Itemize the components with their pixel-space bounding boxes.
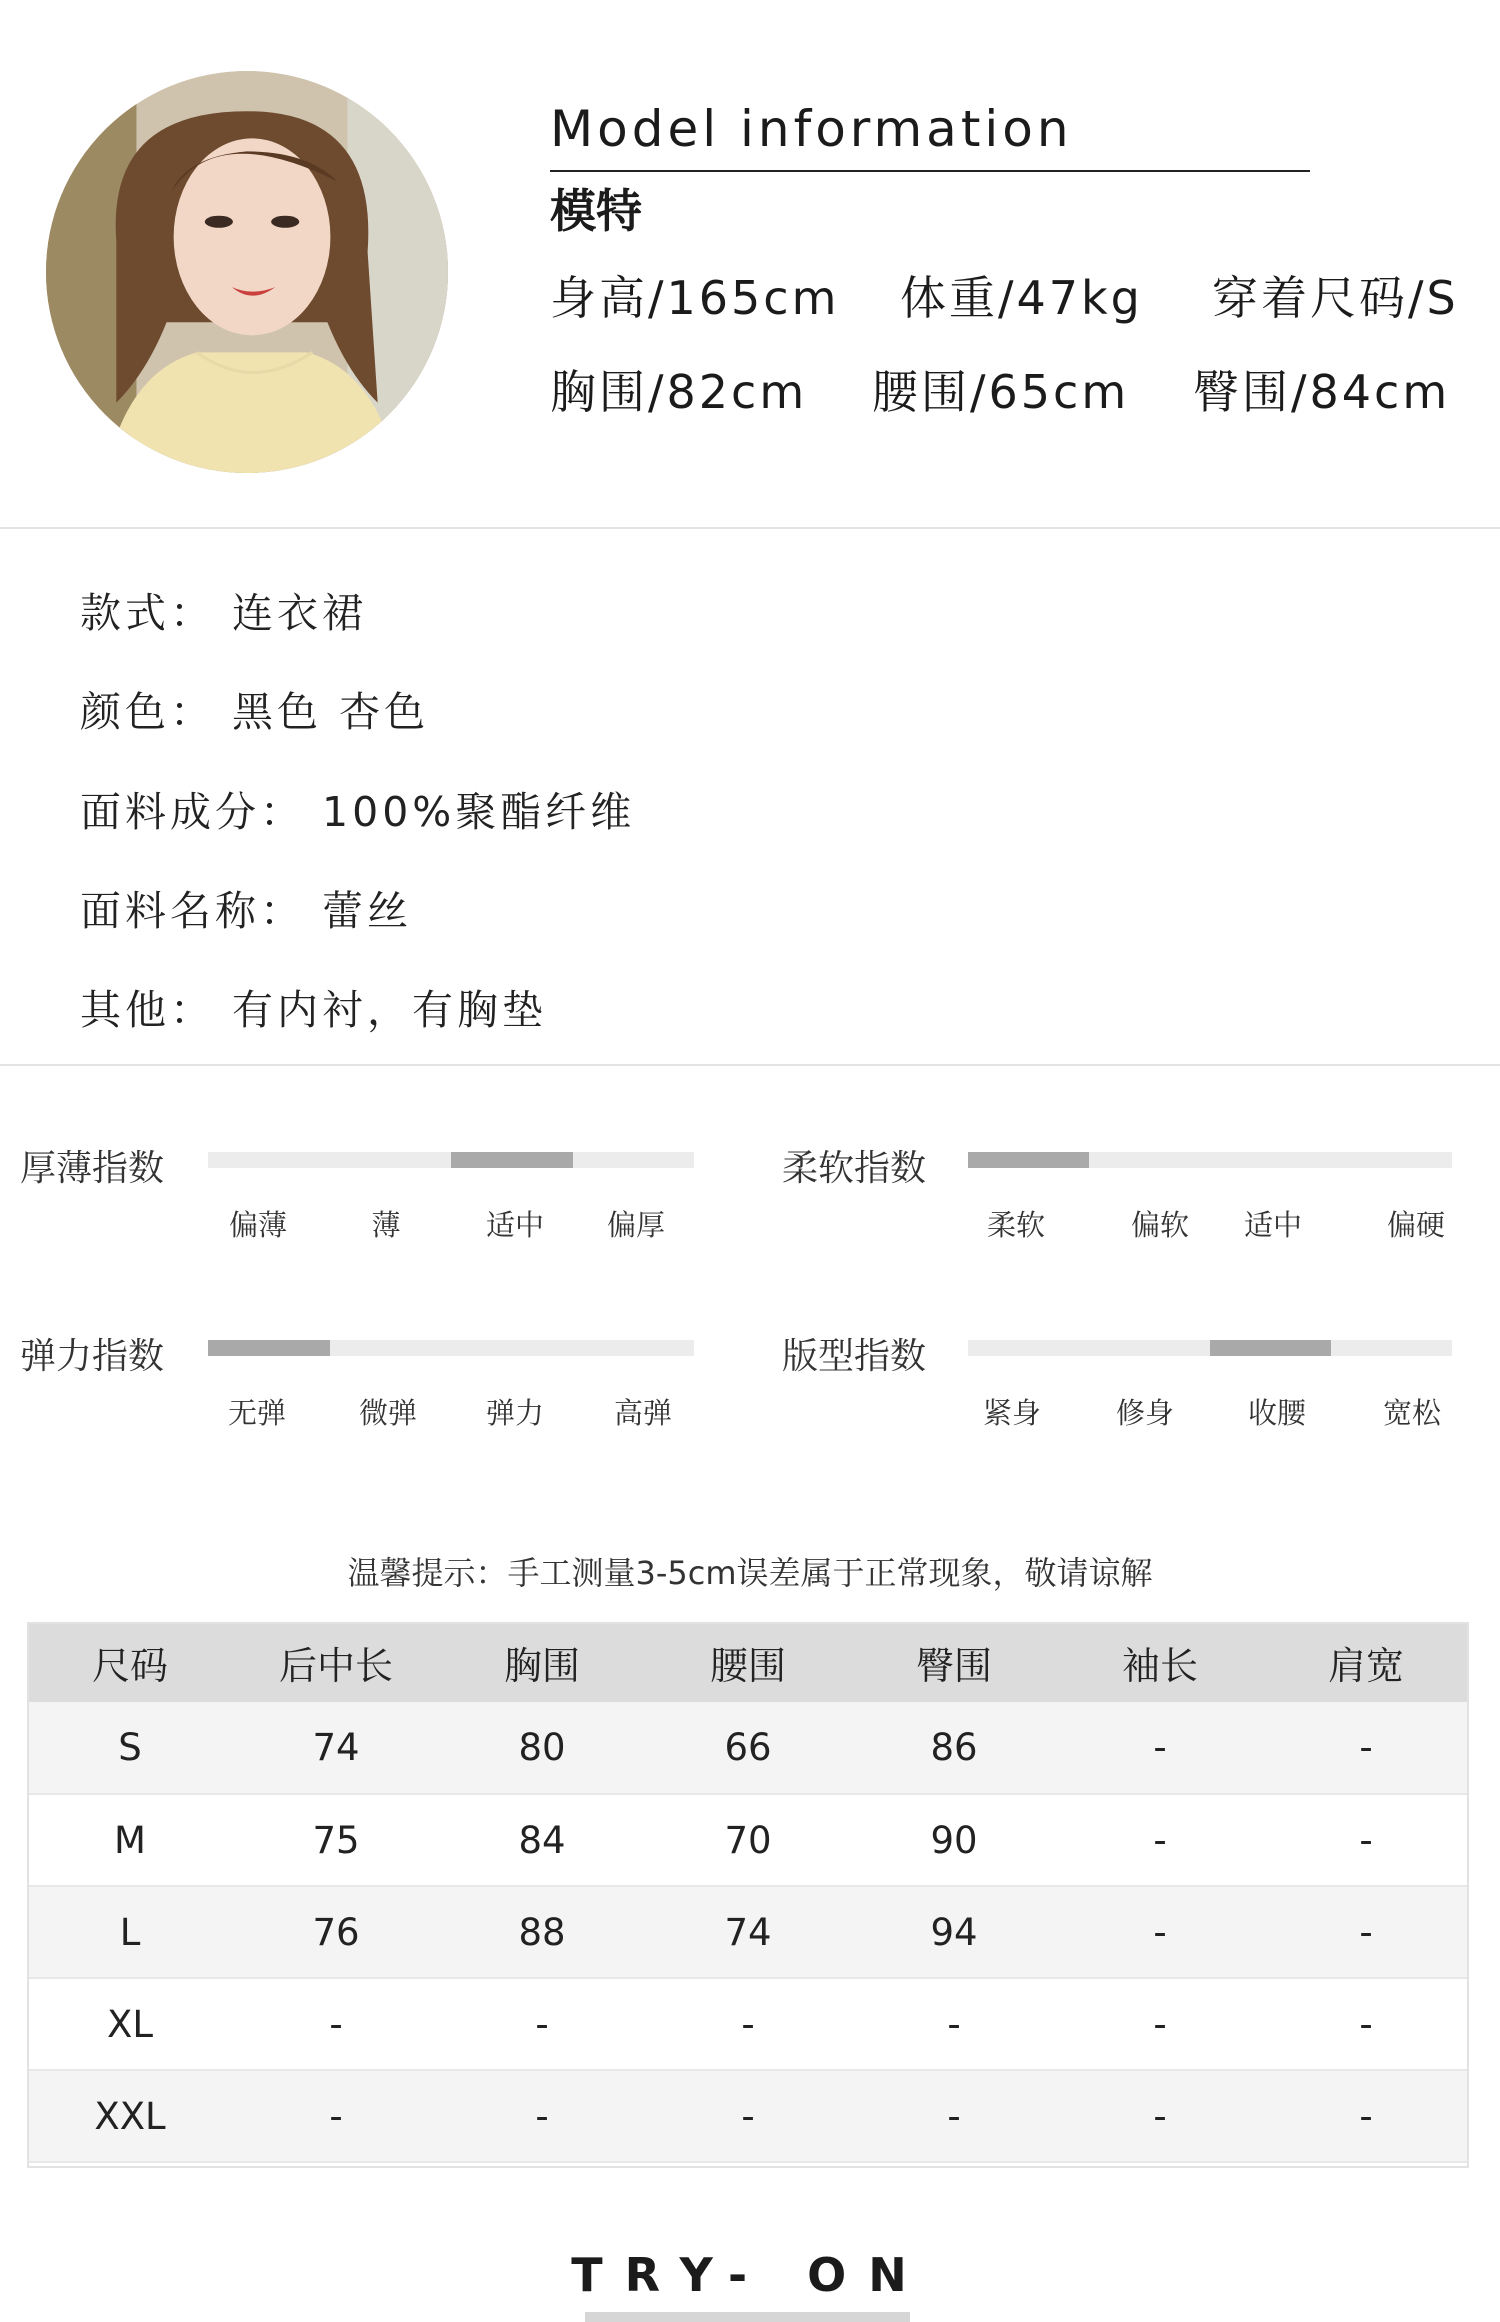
index-option: 偏软	[1130, 1208, 1190, 1242]
table-cell: -	[1263, 1978, 1469, 2070]
model-title-divider	[550, 170, 1310, 172]
index-bar-softness	[968, 1152, 1452, 1168]
spec-fabric-composition: 面料成分： 100%聚酯纤维	[80, 788, 636, 836]
size-table-header	[27, 1622, 1469, 1702]
table-cell: -	[439, 1978, 645, 2070]
try-on-underline	[585, 2312, 910, 2322]
table-cell: -	[233, 1978, 439, 2070]
stat-size-worn: 穿着尺码/S	[1212, 271, 1459, 325]
index-bar-thickness	[208, 1152, 694, 1168]
col-header: 尺码	[27, 1622, 233, 1702]
table-cell: M	[27, 1794, 233, 1886]
table-cell: 66	[645, 1702, 851, 1794]
index-option: 收腰	[1247, 1396, 1307, 1430]
index-option: 宽松	[1382, 1396, 1442, 1430]
table-cell: 75	[233, 1794, 439, 1886]
stat-waist: 腰围/65cm	[872, 365, 1130, 419]
model-avatar	[46, 71, 448, 473]
index-bar-fill	[208, 1340, 330, 1356]
stat-hip: 臀围/84cm	[1193, 365, 1451, 419]
stat-weight: 体重/47kg	[900, 271, 1143, 325]
index-option: 弹力	[485, 1396, 545, 1430]
index-option: 适中	[485, 1208, 545, 1242]
index-option: 高弹	[613, 1396, 673, 1430]
table-cell: -	[233, 2070, 439, 2162]
index-option: 柔软	[986, 1208, 1046, 1242]
index-bar-fill	[451, 1152, 573, 1168]
table-cell: S	[27, 1702, 233, 1794]
model-info-subtitle: 模特	[550, 184, 642, 238]
table-row	[27, 1794, 1469, 1886]
model-portrait-image	[46, 71, 448, 473]
table-cell: XXL	[27, 2070, 233, 2162]
table-row	[27, 1702, 1469, 1794]
index-bar-fill	[968, 1152, 1089, 1168]
table-cell: 90	[851, 1794, 1057, 1886]
index-option: 适中	[1243, 1208, 1303, 1242]
table-row	[27, 1978, 1469, 2070]
stat-bust: 胸围/82cm	[550, 365, 808, 419]
measurement-notice: 温馨提示：手工测量3-5cm误差属于正常现象，敬请谅解	[347, 1554, 1153, 1592]
table-cell: -	[1057, 1978, 1263, 2070]
spec-style: 款式： 连衣裙	[80, 589, 368, 637]
index-bar-elasticity	[208, 1340, 694, 1356]
table-cell: -	[851, 1978, 1057, 2070]
index-label-elasticity: 弹力指数	[20, 1336, 165, 1377]
table-row	[27, 1886, 1469, 1978]
model-info-title: Model information	[550, 100, 1073, 158]
section-divider	[0, 1064, 1500, 1066]
spec-color: 颜色： 黑色 杏色	[80, 688, 430, 736]
index-label-fit: 版型指数	[782, 1336, 927, 1377]
index-bar-fill	[1210, 1340, 1331, 1356]
table-cell: -	[1263, 1702, 1469, 1794]
table-cell: 84	[439, 1794, 645, 1886]
index-option: 薄	[371, 1208, 401, 1242]
index-bar-fit	[968, 1340, 1452, 1356]
col-header: 袖长	[1057, 1622, 1263, 1702]
col-header: 腰围	[645, 1622, 851, 1702]
table-cell: 76	[233, 1886, 439, 1978]
table-cell: 86	[851, 1702, 1057, 1794]
table-cell: -	[1057, 1886, 1263, 1978]
table-cell: -	[1263, 1886, 1469, 1978]
index-option: 微弹	[358, 1396, 418, 1430]
spec-fabric-name: 面料名称： 蕾丝	[80, 887, 413, 935]
index-option: 无弹	[227, 1396, 287, 1430]
index-option: 偏薄	[228, 1208, 288, 1242]
col-header: 后中长	[233, 1622, 439, 1702]
index-label-thickness: 厚薄指数	[20, 1148, 165, 1189]
table-cell: 74	[645, 1886, 851, 1978]
spec-other: 其他： 有内衬，有胸垫	[80, 986, 548, 1034]
index-option: 紧身	[982, 1396, 1042, 1430]
index-option: 偏厚	[606, 1208, 666, 1242]
table-cell: -	[1057, 1702, 1263, 1794]
model-information-section	[0, 0, 1500, 527]
col-header: 臀围	[851, 1622, 1057, 1702]
index-label-softness: 柔软指数	[782, 1148, 927, 1189]
table-cell: -	[645, 2070, 851, 2162]
size-table	[27, 1622, 1469, 2163]
table-cell: 80	[439, 1702, 645, 1794]
stat-height: 身高/165cm	[550, 271, 840, 325]
table-cell: 88	[439, 1886, 645, 1978]
index-option: 偏硬	[1386, 1208, 1446, 1242]
table-cell: 94	[851, 1886, 1057, 1978]
table-cell: -	[1057, 1794, 1263, 1886]
table-cell: 74	[233, 1702, 439, 1794]
table-cell: -	[1263, 1794, 1469, 1886]
col-header: 肩宽	[1263, 1622, 1469, 1702]
index-option: 修身	[1115, 1396, 1175, 1430]
table-cell: -	[1057, 2070, 1263, 2162]
table-cell: -	[1263, 2070, 1469, 2162]
table-cell: -	[645, 1978, 851, 2070]
table-cell: 70	[645, 1794, 851, 1886]
table-cell: L	[27, 1886, 233, 1978]
col-header: 胸围	[439, 1622, 645, 1702]
section-divider	[0, 527, 1500, 529]
try-on-title: TRY- ON	[571, 2248, 929, 2302]
table-row	[27, 2070, 1469, 2162]
table-cell: -	[439, 2070, 645, 2162]
table-cell: -	[851, 2070, 1057, 2162]
table-cell: XL	[27, 1978, 233, 2070]
